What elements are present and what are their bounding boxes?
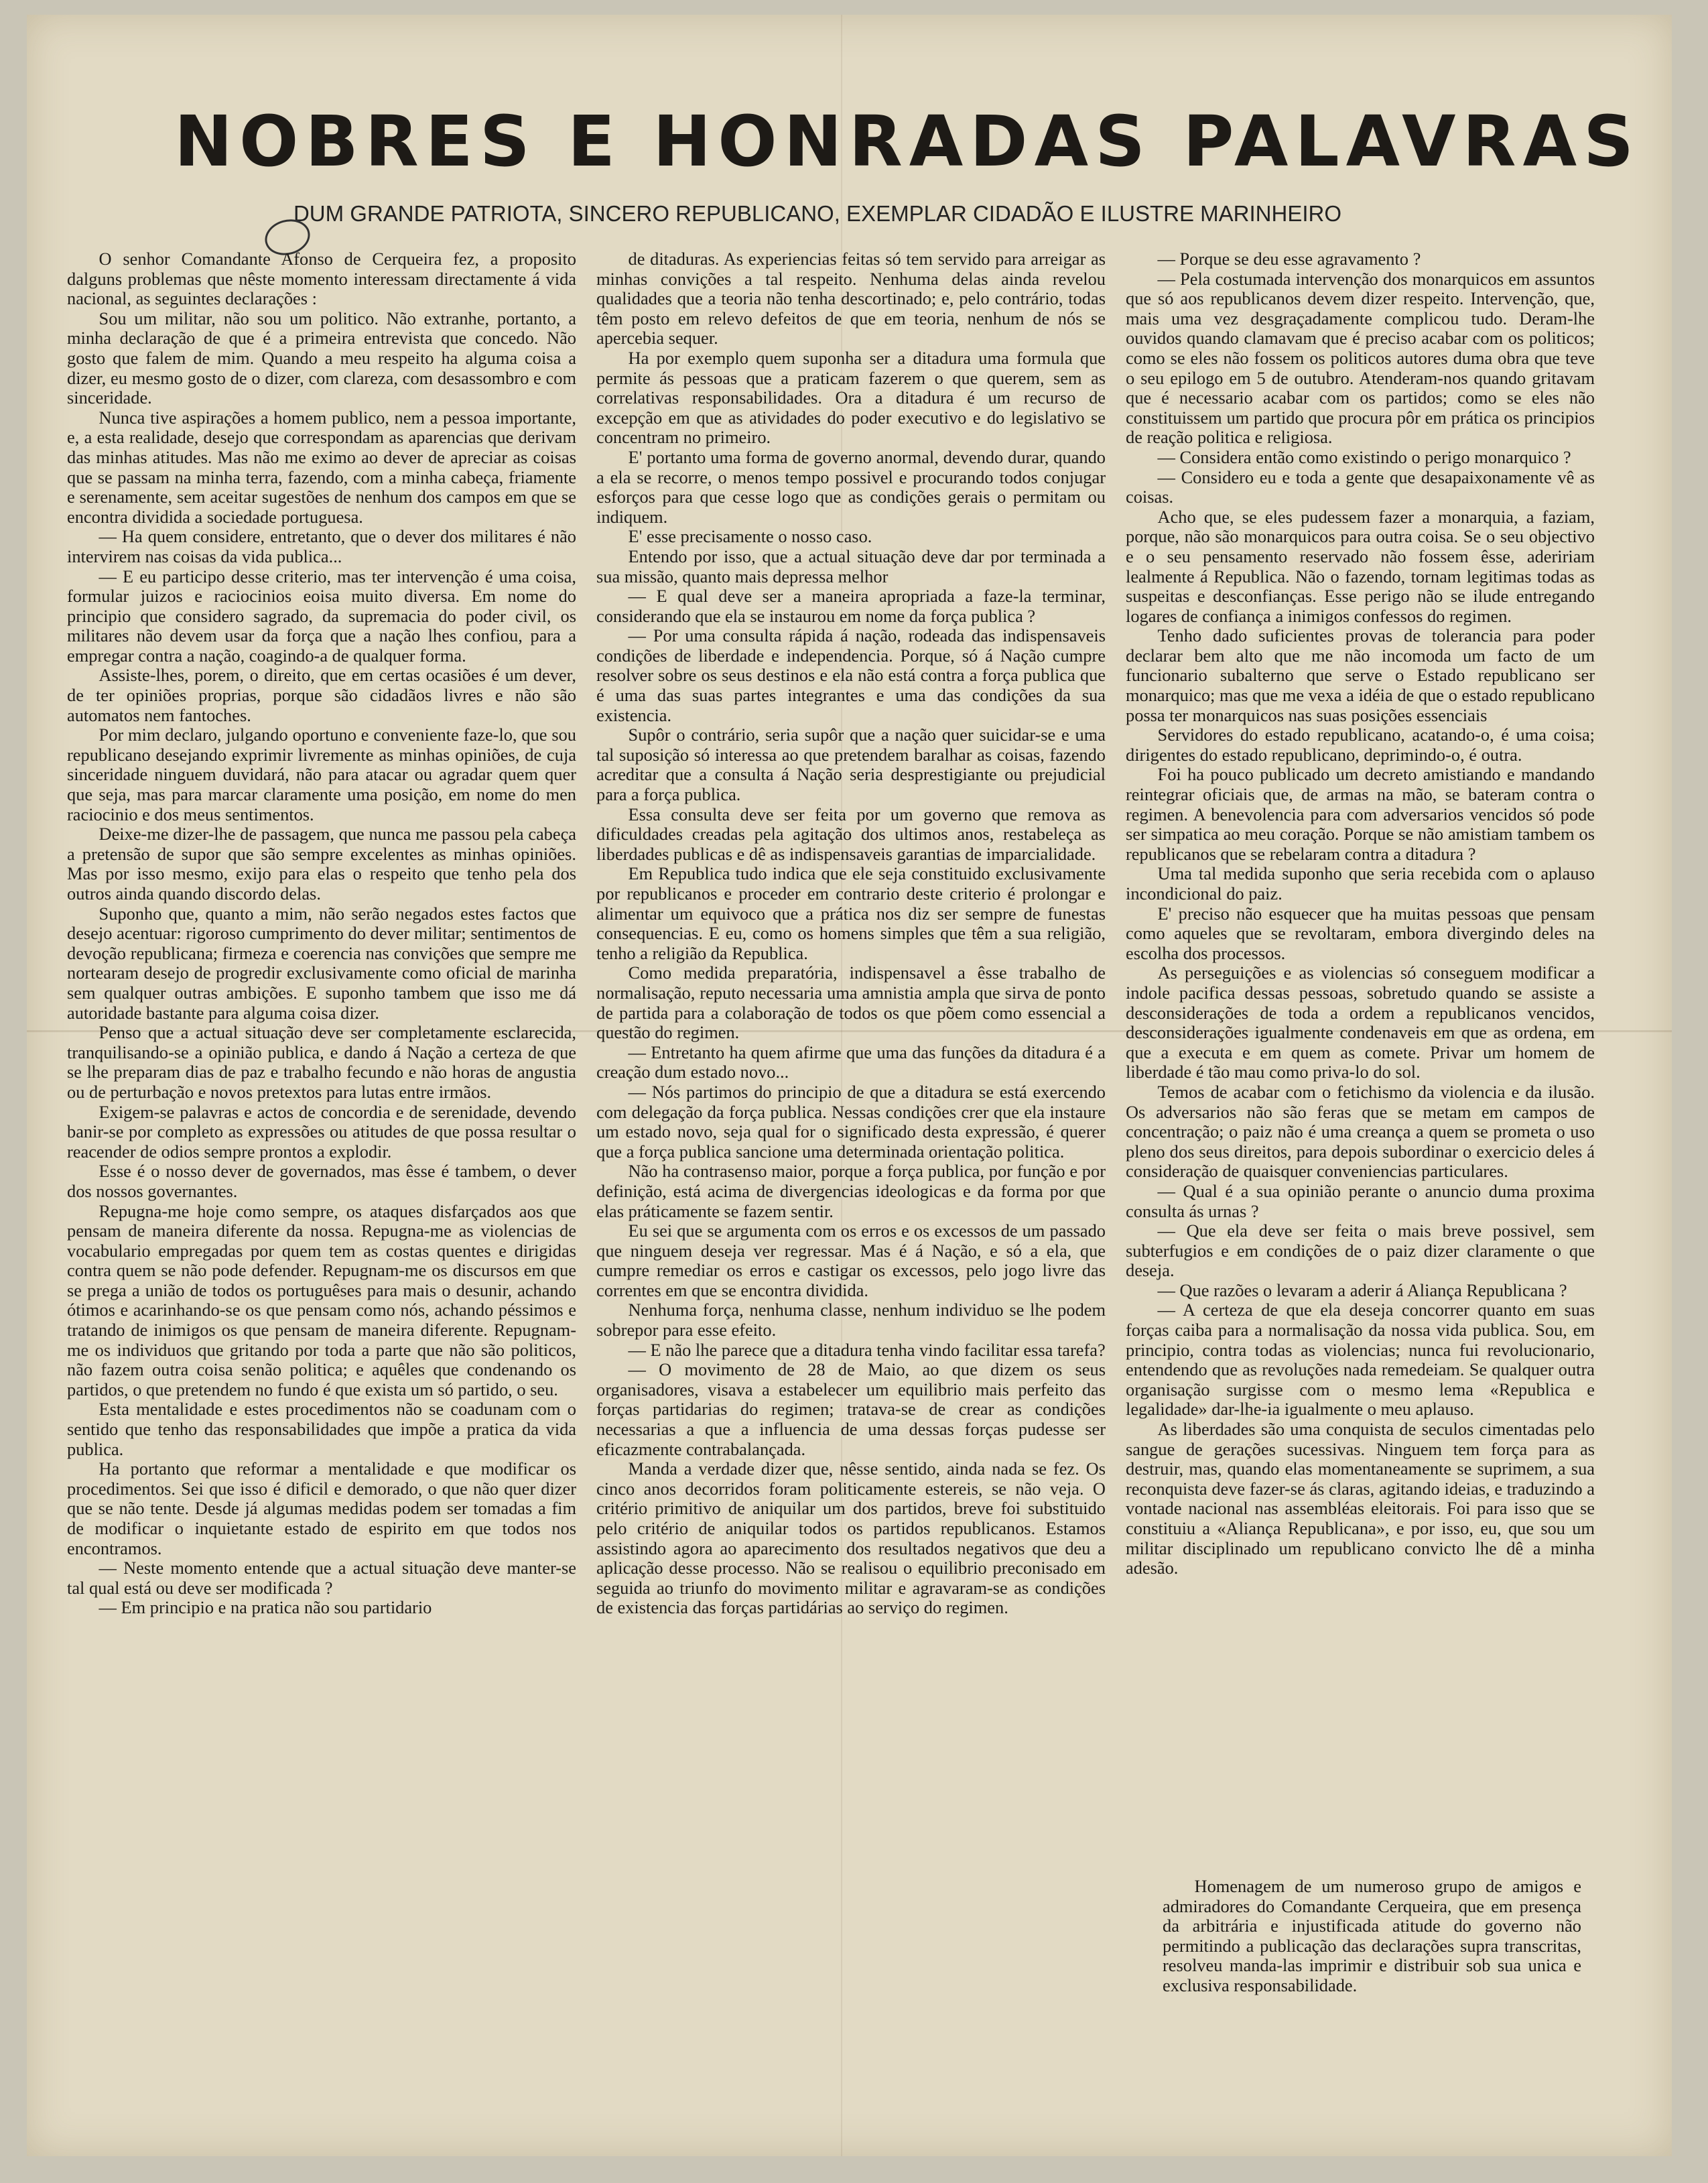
article-paragraph: — E eu participo desse criterio, mas ter intervenção é uma coisa, formular juizos e raciocinios eoisa muito diversa. Em nome do principio que considero sagrado, da supremacia do poder civil, os militares não devem usar da força que a nação lhes confiou, para a empregar contra a nação, coagindo-a de qualquer forma. — [67, 566, 576, 666]
homage-paragraph: Homenagem de um numeroso grupo de amigos e admiradores do Comandante Cerqueira, que em presença da arbitrária e injustificada atitude do governo não permitindo a publicação das declarações supra transcritas, resolveu manda-las imprimir e distribuir sob sua unica e exclusiva responsabilidade. — [1163, 1876, 1581, 1995]
article-paragraph: Não ha contrasenso maior, porque a força publica, por função e por definição, está acima de divergencias ideologicas e da forma por que elas práticamente se fazem sentir. — [596, 1161, 1106, 1221]
article-paragraph: O senhor Comandante Afonso de Cerqueira fez, a proposito dalguns problemas que nêste momento interessam directamente á vida nacional, as seguintes declarações : — [67, 249, 576, 309]
article-paragraph: Nenhuma força, nenhuma classe, nenhum individuo se lhe podem sobrepor para esse efeito. — [596, 1300, 1106, 1340]
article-paragraph: As liberdades são uma conquista de seculos cimentadas pelo sangue de gerações sucessivas. Ninguem tem força para as destruir, mas, quando elas momentaneamente se suprimem, a sua reconquista deve fazer-se ás claras, agitando ideias, e traduzindo a vontade nacional nas assembléas eleitorais. Foi para isso que se constituiu a «Aliança Republicana», e por isso, eu, que sou um militar disciplinado um republicano convicto lhe dê a minha adesão. — [1126, 1419, 1595, 1578]
article-paragraph: Acho que, se eles pudessem fazer a monarquia, a faziam, porque, não são monarquicos para outra coisa. Se o seu objectivo e o seu pensamento reservado não fossem êsse, adeririam lealmente á Republica. Não o fazendo, tornam legitimas todas as suspeitas e desconfianças. Esse perigo não se ilude entregando logares de confiança a inimigos confessos do regimen. — [1126, 506, 1595, 626]
article-paragraph: Como medida preparatória, indispensavel a êsse trabalho de normalisação, reputo necessaria uma amnistia ampla que sirva de ponto de partida para a colaboração de todos os que põem como essencial a questão do regimen. — [596, 962, 1106, 1043]
article-paragraph: Esta mentalidade e estes procedimentos não se coadunam com o sentido que tenho das responsabilidades que impõe a pratica da vida publica. — [67, 1399, 576, 1459]
article-paragraph: — Considero eu e toda a gente que desapaixonamente vê as coisas. — [1126, 466, 1595, 507]
article-paragraph: — Considera então como existindo o perigo monarquico ? — [1157, 446, 1571, 467]
article-paragraph: As perseguições e as violencias só conseguem modificar a indole pacifica dessas pessoas, sobretudo quando se assiste a desconsiderações de toda a ordem a republicanos vencidos, desconsiderações igualmente condenaveis em que as ordena, em que a executa e em quem as comete. Privar um homem de liberdade é tão mau como priva-lo do sol. — [1126, 962, 1595, 1082]
article-paragraph: — Em principio e na pratica não sou partidario — [98, 1597, 432, 1618]
article-paragraph: Nunca tive aspirações a homem publico, nem a pessoa importante, e, a esta realidade, desejo que correspondam as aparencias que derivam das minhas atitudes. Mas não me eximo ao dever de apreciar as coisas que se passam na minha terra, fazendo, com a minha cabeça, friamente e serenamente, sem aceitar sugestões de nenhum dos campos em que se encontra dividida a sociedade portuguesa. — [67, 407, 576, 527]
article-paragraph: Suponho que, quanto a mim, não serão negados estes factos que desejo acentuar: rigoroso cumprimento do dever militar; sentimentos de devoção republicana; firmeza e coerencia nas convições que sempre me nortearam desejo de progredir exclusivamente como oficial de marinha sem qualquer outras ambições. E suponho tambem que isso me dá autoridade bastante para alguma coisa dizer. — [67, 903, 576, 1023]
article-paragraph: Uma tal medida suponho que seria recebida com o aplauso incondicional do paiz. — [1126, 863, 1595, 903]
article-paragraph: — Neste momento entende que a actual situação deve manter-se tal qual está ou deve ser modificada ? — [67, 1558, 576, 1598]
article-paragraph: — Que razões o levaram a aderir á Aliança Republicana ? — [1157, 1280, 1567, 1300]
article-paragraph: Repugna-me hoje como sempre, os ataques disfarçados aos que pensam de maneira diferente da nossa. Repugna-me as violencias de vocabulario empregadas por quem tem as costas quentes e dirigidas contra quem se não pode defender. Repugnam-me os discursos em que se prega a união de todos os portuguêses para mais o desunir, achando ótimos e acarinhando-se os que pensam como nós, achando péssimos e tratando de inimigos os que pensam de maneira diferente. Repugnam-me os individuos que gritando por toda a parte que não são politicos, não fazem outra coisa senão politica; e aquêles que condenando os partidos, o que pretendem no fundo é que exista um só partido, o seu. — [67, 1200, 576, 1399]
article-paragraph: Ha por exemplo quem suponha ser a ditadura uma formula que permite ás pessoas que a praticam fazerem o que querem, sem as correlativas responsabilidades. Ora a ditadura é um recurso de excepção em que as atividades do poder executivo e do legislativo se concentram no primeiro. — [596, 347, 1106, 448]
article-column-1 — [67, 249, 576, 1618]
article-paragraph: E' preciso não esquecer que ha muitas pessoas que pensam como aqueles que se revoltaram, embora divergindo deles na escolha dos processos. — [1126, 903, 1595, 963]
page-subtitle: DUM GRANDE PATRIOTA, SINCERO REPUBLICANO, EXEMPLAR CIDADÃO E ILUSTRE MARINHEIRO — [293, 201, 1342, 226]
article-paragraph: Servidores do estado republicano, acatando-o, é uma coisa; dirigentes do estado republicano, deprimindo-o, é outra. — [1126, 725, 1595, 765]
article-paragraph: — Por uma consulta rápida á nação, rodeada das indispensaveis condições de liberdade e independencia. Porque, só á Nação cumpre resolver sobre os seus destinos e ela não está contra a força publica que é uma das suas partes integrantes e uma das condições da sua existencia. — [596, 625, 1106, 725]
homage-note — [1163, 1877, 1581, 1996]
article-paragraph: de ditaduras. As experiencias feitas só tem servido para arreigar as minhas convições a tal respeito. Nenhuma delas ainda revelou qualidades que a teoria não tenha descortinado; e, pelo contrário, todas têm posto em relevo defeitos de que em teoria, nenhum de nós se apercebia sequer. — [596, 249, 1106, 349]
article-paragraph: — A certeza de que ela deseja concorrer quanto em suas forças caiba para a normalisação da nossa vida publica. Sou, em principio, contra todas as violencias; nunca fui revolucionario, entendendo que as revoluções nada remedeiam. Se qualquer outra organisação surgisse com o mesmo lema «Republica e legalidade» dar-lhe-ia igualmente o meu aplauso. — [1126, 1300, 1595, 1420]
page-title: NOBRES E HONRADAS PALAVRAS — [174, 101, 1641, 182]
article-paragraph: — O movimento de 28 de Maio, ao que dizem os seus organisadores, visava a estabelecer um equilibrio mais perfeito das forças partidarias do regimen; tratava-se de crear as condições necessarias a que a influencia de uma dessas forças pudesse ser eficazmente contrabalançada. — [596, 1359, 1106, 1459]
article-paragraph: Ha portanto que reformar a mentalidade e que modificar os procedimentos. Sei que isso é dificil e demorado, o que não quer dizer que se não tente. Desde já algumas medidas podem ser tomadas a fim de modificar o inquietante estado de espirito em que todos nos encontramos. — [67, 1458, 576, 1558]
article-paragraph: E' portanto uma forma de governo anormal, devendo durar, quando a ela se recorre, o menos tempo possivel e procurando todos conjugar esforços para que cesse logo que as condições gerais o permitam ou indiquem. — [596, 446, 1106, 527]
article-paragraph: Assiste-lhes, porem, o direito, que em certas ocasiões é um dever, de ter opiniões proprias, porque são cidadãos livres e não são automatos nem fantoches. — [67, 665, 576, 725]
article-paragraph: — Nós partimos do principio de que a ditadura se está exercendo com delegação da força publica. Nessas condições crer que ela instaure um estado novo, seja qual for o significado desta expressão, é querer que a força publica sancione uma determinada orientação politica. — [596, 1081, 1106, 1162]
article-paragraph: Em Republica tudo indica que ele seja constituido exclusivamente por republicanos e proceder em contrario deste criterio é prolongar e alimentar um equivoco que a prática nos diz ser sempre de funestas consequencias. E eu, como os homens simples que têm a sua religião, tenho a religião da Republica. — [596, 863, 1106, 963]
article-paragraph: — Ha quem considere, entretanto, que o dever dos militares é não intervirem nas coisas da vida publica... — [67, 526, 576, 566]
article-paragraph: — Entretanto ha quem afirme que uma das funções da ditadura é a creação dum estado novo... — [596, 1042, 1106, 1082]
article-paragraph: Foi ha pouco publicado um decreto amistiando e mandando reintegrar oficiais que, de armas na mão, se bateram contra o regimen. A benevolencia para com adversarios vencidos só pode ser simpatica ao meu coração. Porque se não amistiam tambem os republicanos que se rebelaram contra a ditadura ? — [1126, 764, 1595, 864]
article-paragraph: Essa consulta deve ser feita por um governo que remova as dificuldades creadas pela agitação dos ultimos anos, restabeleça as liberdades publicas e dê as indispensaveis garantias de imparcialidade. — [596, 804, 1106, 864]
article-paragraph: Penso que a actual situação deve ser completamente esclarecida, tranquilisando-se a opinião publica, e dando á Nação a certeza de que se lhe preparam dias de paz e trabalho fecundo e não horas de angustia ou de perturbação e novos pretextos para lutas entre irmãos. — [67, 1022, 576, 1102]
article-column-3 — [1126, 249, 1595, 1578]
article-paragraph: Supôr o contrário, seria supôr que a nação quer suicidar-se e uma tal suposição só interessa ao que pretendem baralhar as coisas, fazendo acreditar que a consulta á Nação seria desprestigiante ou prejudicial para a força publica. — [596, 725, 1106, 805]
article-paragraph: — E qual deve ser a maneira apropriada a faze-la terminar, considerando que ela se instaurou em nome da força publica ? — [596, 586, 1106, 626]
article-paragraph: Esse é o nosso dever de governados, mas êsse é tambem, o dever dos nossos governantes. — [67, 1161, 576, 1201]
article-paragraph: E' esse precisamente o nosso caso. — [628, 526, 872, 547]
article-paragraph: Entendo por isso, que a actual situação deve dar por terminada a sua missão, quanto mais depressa melhor — [596, 546, 1106, 586]
article-paragraph: Deixe-me dizer-lhe de passagem, que nunca me passou pela cabeça a pretensão de supor que são sempre excelentes as minhas opiniões. Mas por isso mesmo, exijo para elas o respeito que tenho pela dos outros ainda quando discordo delas. — [67, 824, 576, 903]
article-paragraph: — Porque se deu esse agravamento ? — [1157, 249, 1421, 269]
article-paragraph: — Qual é a sua opinião perante o anuncio duma proxima consulta ás urnas ? — [1126, 1180, 1595, 1221]
article-paragraph: — Que ela deve ser feita o mais breve possivel, sem subterfugios e em condições de o paiz dizer claramente o que deseja. — [1126, 1221, 1595, 1281]
article-paragraph: Eu sei que se argumenta com os erros e os excessos de um passado que ninguem deseja ver regressar. Mas é á Nação, e só a ela, que cumpre remediar os erros e castigar os excessos, pelo jogo livre das correntes em que se encontra dividida. — [596, 1221, 1106, 1300]
article-paragraph: Exigem-se palavras e actos de concordia e de serenidade, devendo banir-se por completo as expressões ou atitudes de que possa resultar o reacender de odios sempre prontos a explodir. — [67, 1101, 576, 1162]
article-paragraph: Manda a verdade dizer que, nêsse sentido, ainda nada se fez. Os cinco anos decorridos foram politicamente estereis, se não veja. O critério primitivo de aniquilar um dos partidos, breve foi substituido pelo critério de aniquilar todos os partidos republicanos. Estamos assistindo agora ao aparecimento dos resultados negativos que deu a aplicação desse processo. Não se realisou o equilibrio preconisado em seguida ao triunfo do movimento militar e agravaram-se as condições de existencia das forças partidárias ao serviço do regimen. — [596, 1458, 1106, 1618]
article-paragraph: Sou um militar, não sou um politico. Não extranhe, portanto, a minha declaração de que é a primeira entrevista que concedo. Não gosto que falem de mim. Quando a meu respeito ha alguma coisa a dizer, eu mesmo gosto de o dizer, com clareza, com desassombro e com sinceridade. — [67, 308, 576, 408]
article-paragraph: Temos de acabar com o fetichismo da violencia e da ilusão. Os adversarios não são feras que se metam em campos de concentração; o paiz não é uma creança a quem se prometa o uso pleno dos seus direitos, para depois subordinar o exercicio deles á consideração de quaisquer conveniencias particulares. — [1126, 1081, 1595, 1182]
article-column-2 — [596, 249, 1106, 1618]
article-paragraph: Tenho dado suficientes provas de tolerancia para poder declarar bem alto que me não incomoda um facto de um funcionario subalterno que serve o Estado republicano ser monarquico; mas que me vexa a idéia de que o estado republicano possa ter monarquicos nas suas posições essenciais — [1126, 625, 1595, 725]
article-paragraph: — Pela costumada intervenção dos monarquicos em assuntos que só aos republicanos devem dizer respeito. Intervenção, que, mais uma vez desgraçadamente complicou tudo. Deram-lhe ouvidos quando clamavam que é preciso acabar com os politicos; como se eles não fossem os politicos autores duma obra que teve o seu epilogo em 5 de outubro. Atenderam-nos quando gritavam que é necessario acabar com os partidos; como se eles não constituissem um partido que procura pôr em prática os principios de reação politica e religiosa. — [1126, 268, 1595, 448]
article-paragraph: — E não lhe parece que a ditadura tenha vindo facilitar essa tarefa? — [628, 1339, 1106, 1360]
article-paragraph: Por mim declaro, julgando oportuno e conveniente faze-lo, que sou republicano desejando exprimir livremente as minhas opiniões, de cuja sinceridade ninguem duvidará, não para atacar ou agradar quem quer que seja, mas para marcar claramente uma posição, em nome do men raciocinio e dos meus sentimentos. — [67, 725, 576, 824]
